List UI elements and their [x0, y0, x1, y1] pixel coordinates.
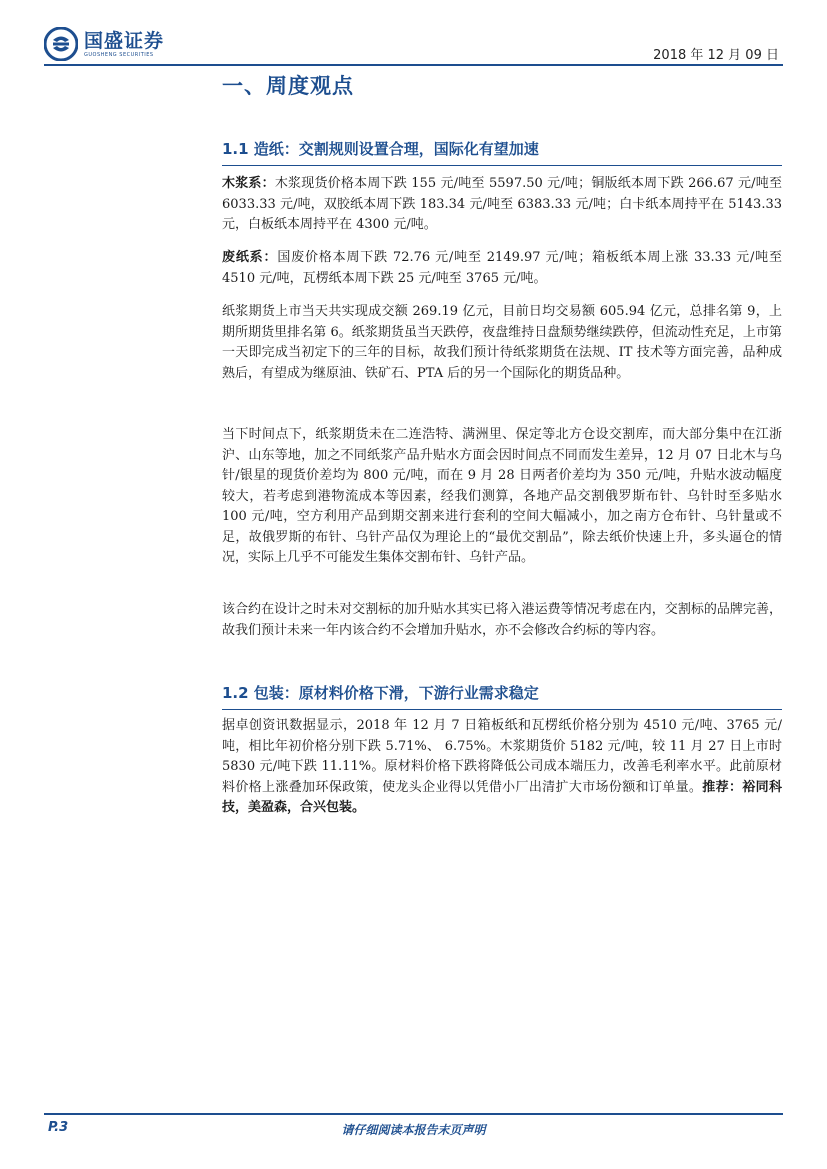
paragraph-lead: 废纸系：	[222, 250, 278, 265]
subsection-heading-papermaking: 1.1 造纸：交割规则设置合理，国际化有望加速	[222, 138, 782, 166]
company-logo	[44, 24, 164, 64]
logo-icon	[44, 27, 78, 61]
header-divider	[44, 64, 783, 66]
paragraph-packaging	[222, 716, 782, 819]
recommendation-text: 推荐：裕同科技，美盈森，合兴包装。	[222, 779, 782, 815]
paragraph-wood-pulp	[222, 174, 782, 236]
paragraph-pulp-futures: 纸浆期货上市当天共实现成交额 269.19 亿元，目前日均交易额 605.94 亿元，总排名第 9，上期所期货里排名第 6。纸浆期货虽当天跌停，夜盘维持日盘颓势继续跌停，但流动性充足，上市第一天即完成当初定下的三年的目标，故我们预计待纸浆期货在法规、IT 技术等方面完善，品种成熟后，有望成为继原油、铁矿石、PTA 后的另一个国际化的期货品种。	[222, 304, 782, 381]
logo-name: 国盛证券	[84, 29, 165, 52]
paragraph-delivery-warehouses: 当下时间点下，纸浆期货未在二连浩特、满洲里、保定等北方仓设交割库，而大部分集中在江浙沪、山东等地，加之不同纸浆产品升贴水方面会因时间点不同而发生差异，12 月 07 日北木与乌针/银星的现货价差均为 800 元/吨，而在 9 月 28 日两者价差均为 350 元/吨，升贴水波动幅度较大，若考虑到港物流成本等因素，经我们测算，各地产品交割俄罗斯布针、乌针时至多贴水 100 元/吨，空方利用产品到期交割来进行套利的空间大幅减小，加之南方仓布针、乌针量或不足，故俄罗斯的布针、乌针产品仅为理论上的“最优交割品”，除去纸价快速上升，多头逼仓的情况，实际上几乎不可能发生集体交割布针、乌针产品。	[222, 427, 782, 565]
paragraph-waste-paper	[222, 248, 782, 289]
section-title: 一、周度观点	[222, 74, 354, 98]
paragraph-text: 国废价格本周下跌 72.76 元/吨至 2149.97 元/吨；箱板纸本周上涨 33.33 元/吨至 4510 元/吨，瓦楞纸本周下跌 25 元/吨至 3765 元/吨。	[222, 250, 782, 286]
report-date: 2018 年 12 月 09 日	[653, 48, 779, 63]
paragraph-lead: 木浆系：	[222, 176, 275, 191]
footer-disclaimer: 请仔细阅读本报告末页声明	[341, 1123, 486, 1137]
page-number: P.3	[48, 1120, 69, 1135]
paragraph-contract-design: 该合约在设计之时未对交割标的加升贴水其实已将入港运费等情况考虑在内，交割标的品牌完善，故我们预计未来一年内该合约不会增加升贴水，亦不会修改合约标的等内容。	[222, 602, 782, 638]
logo-subtext: GUOSHENG SECURITIES	[84, 51, 154, 58]
footer-divider	[44, 1113, 783, 1115]
paragraph-text: 木浆现货价格本周下跌 155 元/吨至 5597.50 元/吨；铜版纸本周下跌 266.67 元/吨至 6033.33 元/吨，双胶纸本周下跌 183.34 元/吨至 6383.33 元/吨；白卡纸本周持平在 5143.33 元，白板纸本周持平在 4300 元/吨。	[222, 176, 782, 232]
subsection-heading-packaging: 1.2 包装：原材料价格下滑，下游行业需求稳定	[222, 682, 782, 710]
paragraph-text: 据卓创资讯数据显示，2018 年 12 月 7 日箱板纸和瓦楞纸价格分别为 4510 元/吨、3765 元/吨，相比年初价格分别下跌 5.71%、 6.75%。木浆期货价 5182 元/吨，较 11 月 27 日上市时 5830 元/吨下跌 11.11%。原材料价格下跌将降低公司成本端压力，改善毛利率水平。此前原材料价格上涨叠加环保政策，使龙头企业得以凭借小厂出清扩大市场份额和订单量。	[222, 718, 782, 795]
